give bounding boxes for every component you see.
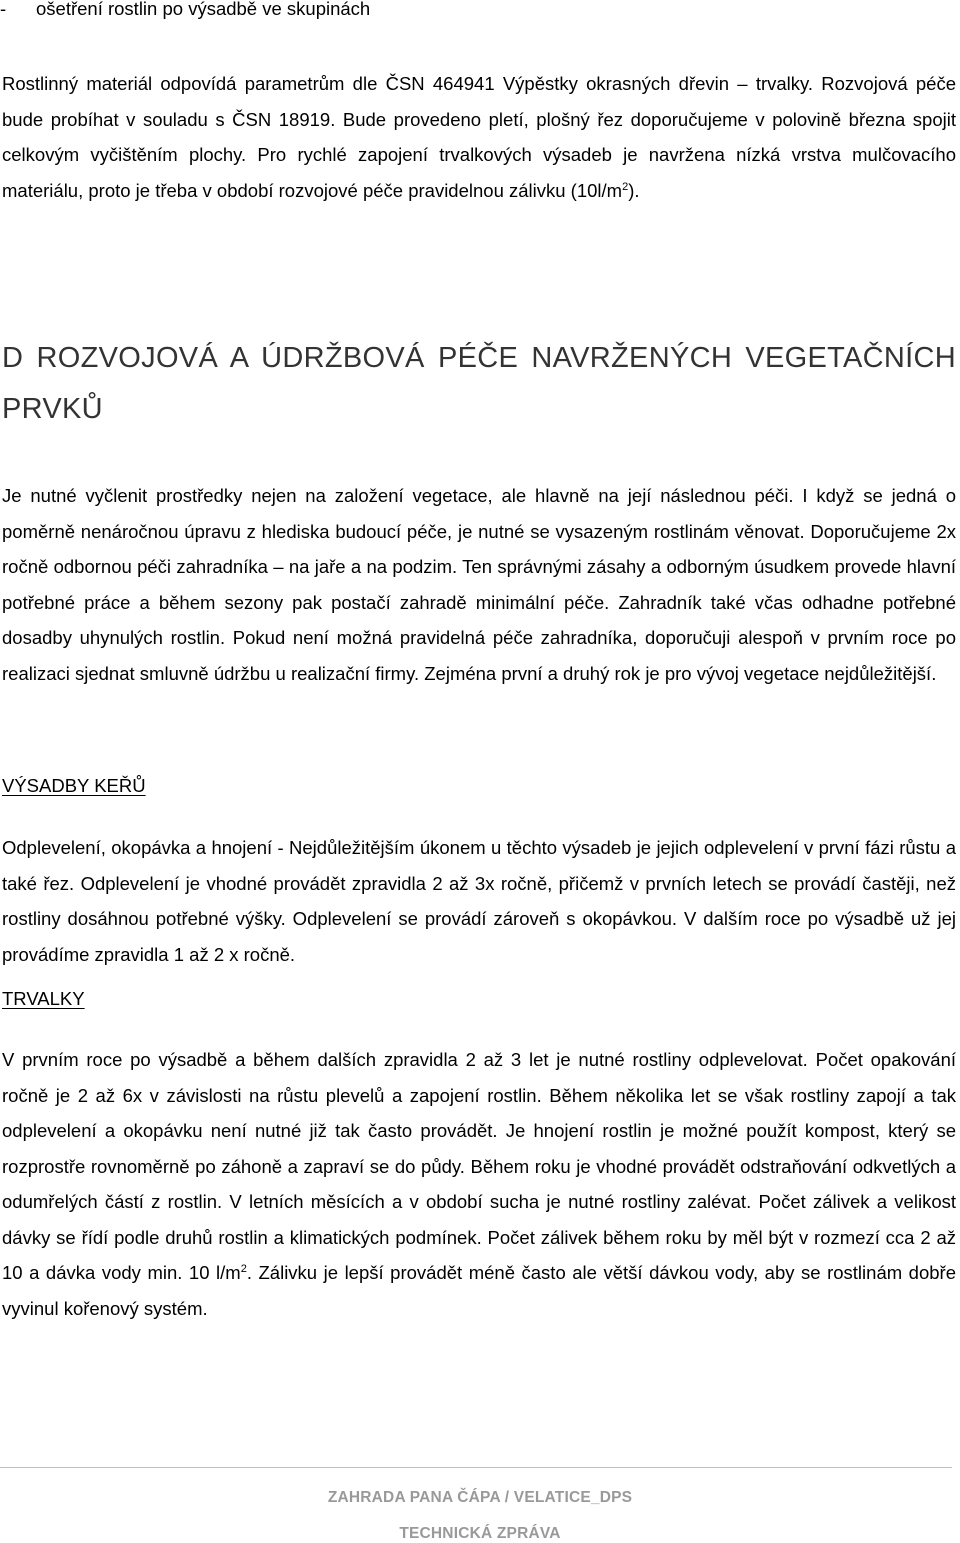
- footer-document-type: TECHNICKÁ ZPRÁVA: [399, 1525, 561, 1542]
- shrubs-paragraph: Odplevelení, okopávka a hnojení - Nejdůležitějším úkonem u těchto výsadeb je jejich odplevelení v první fázi růstu a také řez. Odplevelení je vhodné provádět zpravidla 2 až 3x ročně, přičemž v prvních letech se provádí častěji, než rostliny dosáhnou potřebné výšky. Odplevelení se provádí zároveň s okopávkou. V dalším roce po výsadbě už jej provádíme zpravidla 1 až 2 x ročně.: [2, 837, 956, 965]
- perennials-heading: TRVALKY: [2, 988, 85, 1009]
- intro-paragraph: [2, 66, 956, 208]
- bullet-dash: -: [0, 0, 7, 19]
- perennials-text: V prvním roce po výsadbě a během dalších zpravidla 2 až 3 let je nutné rostliny odplevelovat. Počet opakování ročně je 2 až 6x v závislosti na růstu plevelů a zapojení rostlin. Během několika let se však rostliny zapojí a tak odplevelení a okopávku není nutné již tak často provádět. Je hnojení rostlin je možné použít kompost, který se rozprostře rovnoměrně po záhoně a zapraví se do půdy. Během roku je vhodné provádět odstraňování odkvetlých a odumřelých částí z rostlin. V letních měsících a v období sucha je nutné rostliny zalévat. Počet zálivek a velikost dávky se řídí podle druhů rostlin a klimatických podmínek. Počet zálivek během roku by měl být v rozmezí cca 2 až 10 a dávka vody min. 10 l/m: [2, 1049, 956, 1283]
- intro-text: Rostlinný materiál odpovídá parametrům dle ČSN 464941 Výpěstky okrasných dřevin – trvalky. Rozvojová péče bude probíhat v souladu s ČSN 18919. Bude provedeno pletí, plošný řez doporučujeme v polovině března spojit celkovým vyčištěním plochy. Pro rychlé zapojení trvalkových výsadeb je navržena nízká vrstva mulčovacího materiálu, proto je třeba v období rozvojové péče pravidelnou zálivku (10l/m: [2, 73, 956, 201]
- intro-superscript: 2: [622, 180, 629, 193]
- footer-project: ZAHRADA PANA ČÁPA / VELATICE_DPS: [327, 1489, 633, 1506]
- perennials-superscript: 2: [240, 1262, 247, 1275]
- perennials-paragraph: [2, 1042, 956, 1326]
- footer-divider: [0, 1467, 952, 1468]
- intro-end: ).: [628, 179, 640, 201]
- shrubs-heading: VÝSADBY KEŘŮ: [2, 775, 146, 796]
- section-intro-paragraph: Je nutné vyčlenit prostředky nejen na založení vegetace, ale hlavně na její následnou péči. I když se jedná o poměrně nenáročnou úpravu z hlediska budoucí péče, je nutné se vysazeným rostlinám věnovat. Doporučujeme 2x ročně odbornou péči zahradníka – na jaře a na podzim. Ten správnými zásahy a odborným úsudkem provede hlavní potřebné práce a během sezony pak postačí zahradě minimální péče. Zahradník také včas odhadne potřebné dosadby uhynulých rostlin. Pokud není možná pravidelná péče zahradníka, doporučuji alespoň v prvním roce po realizaci sjednat smluvně údržbu u realizační firmy. Zejména první a druhý rok je pro vývoj vegetace nejdůležitější.: [2, 485, 956, 684]
- bullet-text: ošetření rostlin po výsadbě ve skupinách: [36, 0, 371, 19]
- perennials-end: . Zálivku je lepší provádět méně často ale větší dávkou vody, aby se rostlinám dobře vyvinul kořenový systém.: [2, 1262, 956, 1319]
- section-heading: D ROZVOJOVÁ A ÚDRŽBOVÁ PÉČE NAVRŽENÝCH VEGETAČNÍCH PRVKŮ: [2, 342, 956, 425]
- bullet-item: [0, 0, 938, 22]
